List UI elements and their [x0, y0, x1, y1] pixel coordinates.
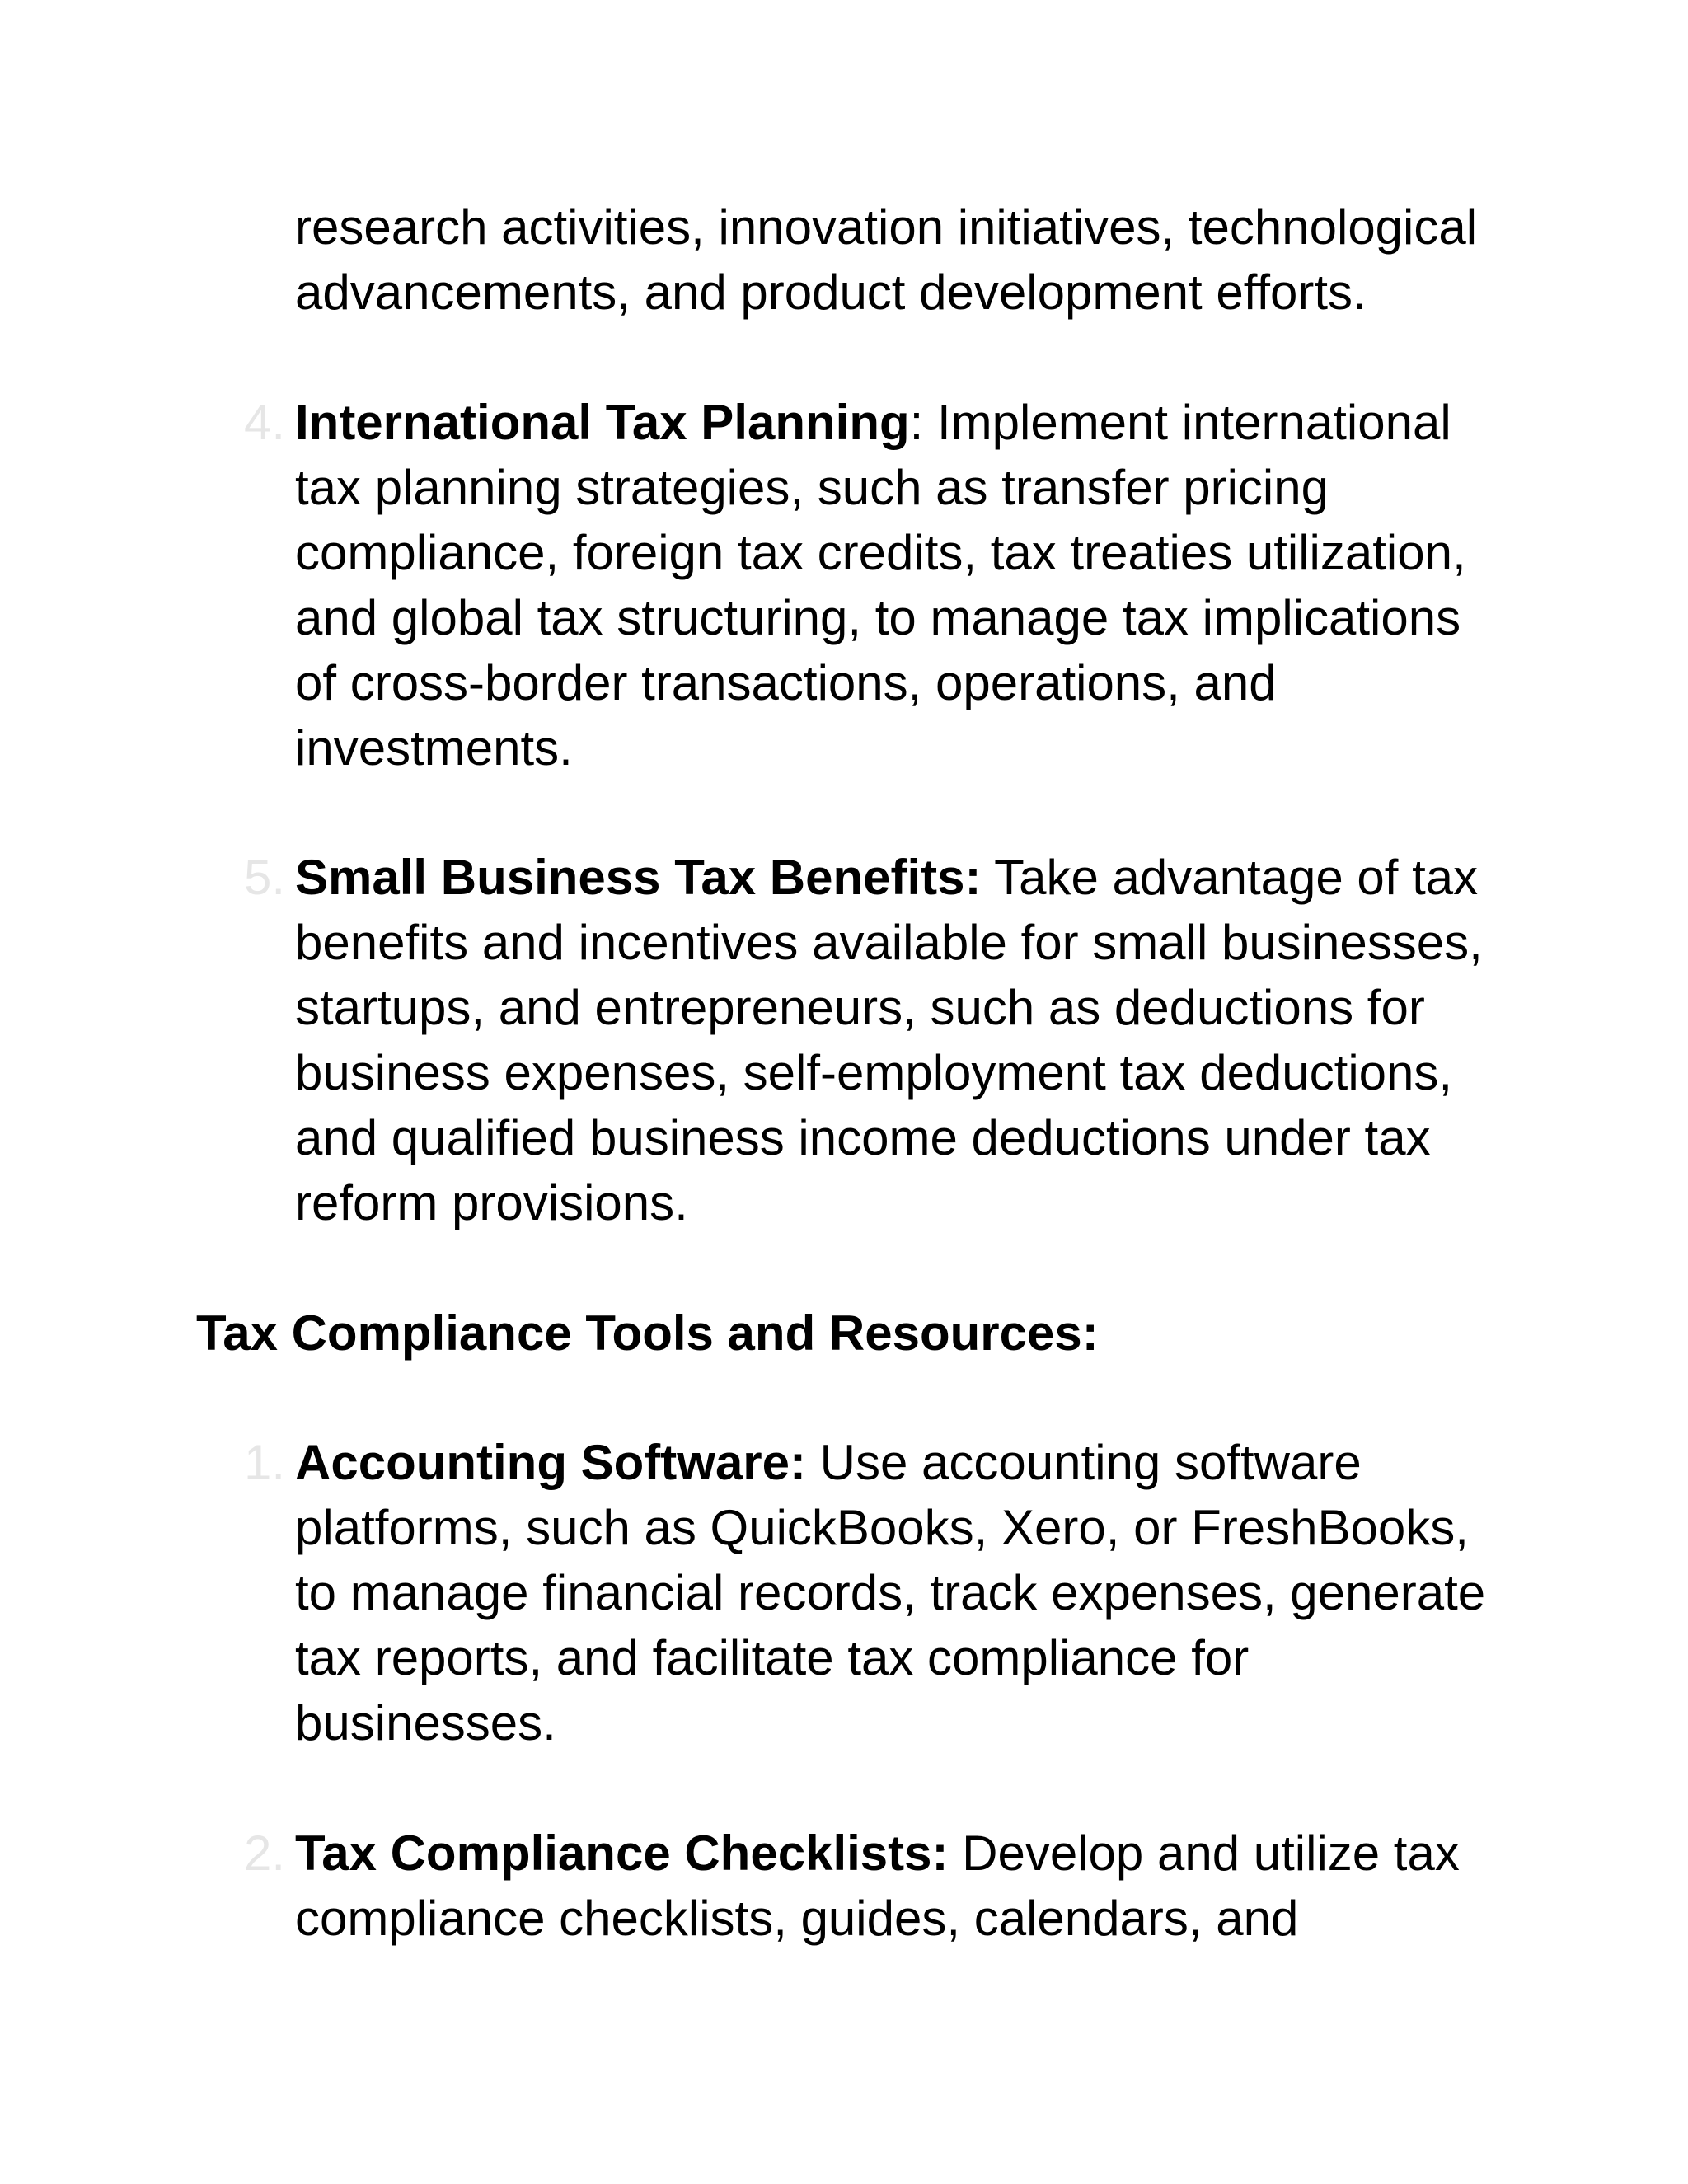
list-item-term: Accounting Software:	[295, 1435, 807, 1490]
list-number: 4.	[244, 395, 286, 450]
list-item-international-tax-planning	[244, 390, 1490, 780]
list-number: 2.	[244, 1825, 286, 1881]
list-item-separator: :	[909, 395, 924, 450]
continuation-paragraph	[295, 194, 1490, 325]
list-number: 5.	[244, 850, 286, 905]
continuation-text: research activities, innovation initiatives, technological advancements, and product development efforts.	[295, 199, 1478, 320]
list-item-body: Implement international tax planning strategies, such as transfer pricing compliance, foreign tax credits, tax treaties utilization, and global tax structuring, to manage tax implications of cross-border transactions, operations, and investments.	[295, 395, 1466, 776]
list-item-body: Take advantage of tax benefits and incentives available for small businesses, startups, and entrepreneurs, such as deductions for business expenses, self-employment tax deductions, and qualified business income deductions under tax reform provisions.	[295, 850, 1483, 1230]
list-item-term: Small Business Tax Benefits:	[295, 850, 982, 905]
list-item-term: Tax Compliance Checklists:	[295, 1825, 949, 1881]
list-item-accounting-software	[244, 1430, 1490, 1755]
list-item-body: Use accounting software platforms, such as QuickBooks, Xero, or FreshBooks, to manage financial records, track expenses, generate tax reports, and facilitate tax compliance for businesses.	[295, 1435, 1486, 1750]
list-number: 1.	[244, 1435, 286, 1490]
list-item-small-business-tax-benefits	[244, 845, 1490, 1235]
list-item-term: International Tax Planning	[295, 395, 910, 450]
section-heading: Tax Compliance Tools and Resources:	[196, 1305, 1099, 1361]
list-item-tax-compliance-checklists	[244, 1821, 1490, 1951]
list-item-body: Develop and utilize tax compliance checklists, guides, calendars, and	[295, 1825, 1460, 1946]
